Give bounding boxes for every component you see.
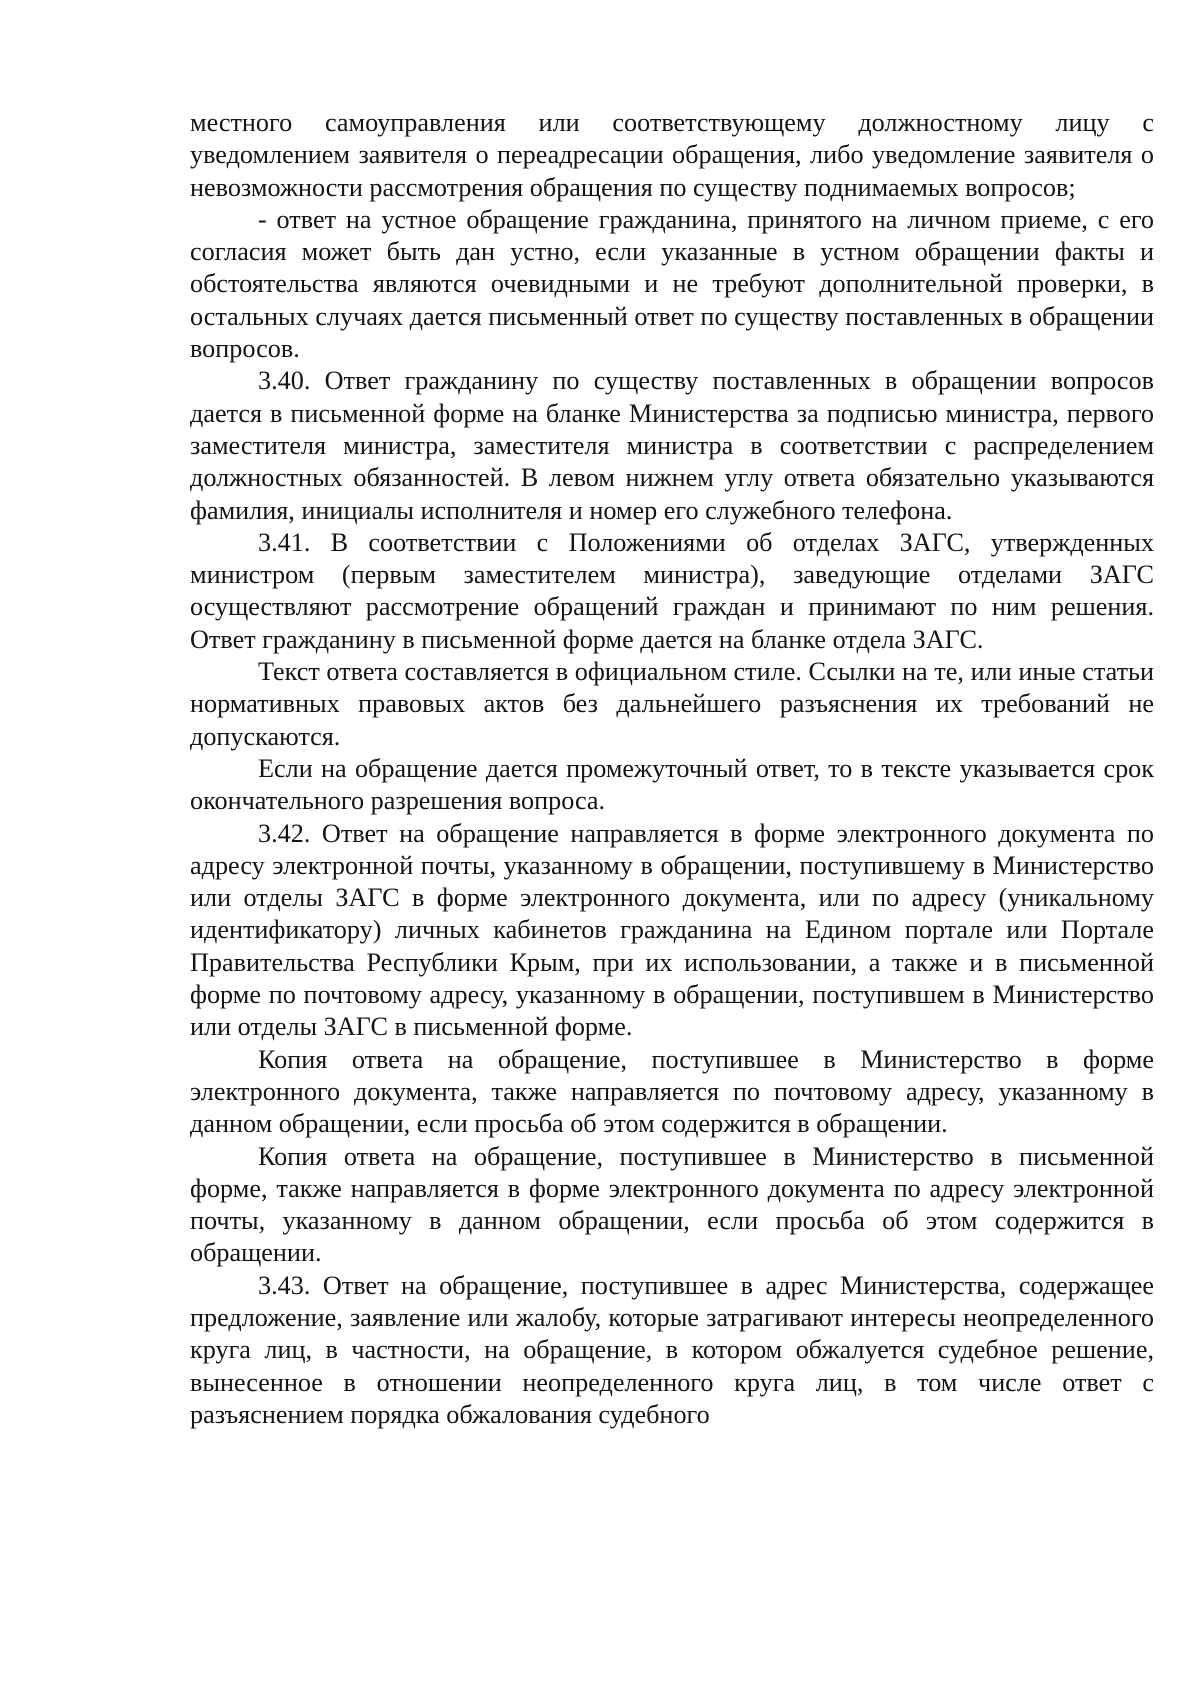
paragraph-response-style: Текст ответа составляется в официальном стиле. Ссылки на те, или иные статьи нормативных правовых актов без дальнейшего разъяснения их требований не допускаются. [190,657,1154,751]
paragraph-3-41: 3.41. В соответствии с Положениями об отделах ЗАГС, утвержденных министром (первым заместителем министра), заведующие отделами ЗАГС осуществляют рассмотрение обращений граждан и принимают по ним решения. Ответ гражданину в письменной форме дается на бланке отдела ЗАГС. [190,527,1154,654]
paragraph-oral-response: - ответ на устное обращение гражданина, принятого на личном приеме, с его согласия может быть дан устно, если указанные в устном обращении факты и обстоятельства являются очевидными и не требуют дополнительной проверки, в остальных случаях дается письменный ответ по существу поставленных в обращении вопросов. [190,204,1154,364]
paragraph-continuation: местного самоуправления или соответствующему должностному лицу с уведомлением заявителя о переадресации обращения, либо уведомление заявителя о невозможности рассмотрения обращения по существу поднимаемых вопросов; [190,108,1154,202]
document-body [190,107,1154,1431]
paragraph-interim-response: Если на обращение дается промежуточный ответ, то в тексте указывается срок окончательного разрешения вопроса. [190,753,1154,816]
paragraph-3-42: 3.42. Ответ на обращение направляется в форме электронного документа по адресу электронной почты, указанному в обращении, поступившему в Министерство или отделы ЗАГС в форме электронного документа, или по адресу (уникальному идентификатору) личных кабинетов гражданина на Едином портале или Портале Правительства Республики Крым, при их использовании, а также и в письменной форме по почтовому адресу, указанному в обращении, поступившем в Министерство или отделы ЗАГС в письменной форме. [190,818,1154,1042]
paragraph-3-43: 3.43. Ответ на обращение, поступившее в адрес Министерства, содержащее предложение, заявление или жалобу, которые затрагивают интересы неопределенного круга лиц, в частности, на обращение, в котором обжалуется судебное решение, вынесенное в отношении неопределенного круга лиц, в том числе ответ с разъяснением порядка обжалования судебного [190,1270,1154,1429]
paragraph-3-40: 3.40. Ответ гражданину по существу поставленных в обращении вопросов дается в письменной форме на бланке Министерства за подписью министра, первого заместителя министра, заместителя министра в соответствии с распределением должностных обязанностей. В левом нижнем углу ответа обязательно указываются фамилия, инициалы исполнителя и номер его служебного телефона. [190,366,1154,525]
paragraph-copy-postal: Копия ответа на обращение, поступившее в Министерство в форме электронного документа, также направляется по почтовому адресу, указанному в данном обращении, если просьба об этом содержится в обращении. [190,1044,1154,1139]
paragraph-copy-electronic: Копия ответа на обращение, поступившее в Министерство в письменной форме, также направляется в форме электронного документа по адресу электронной почты, указанному в данном обращении, если просьба об этом содержится в обращении. [190,1141,1154,1268]
